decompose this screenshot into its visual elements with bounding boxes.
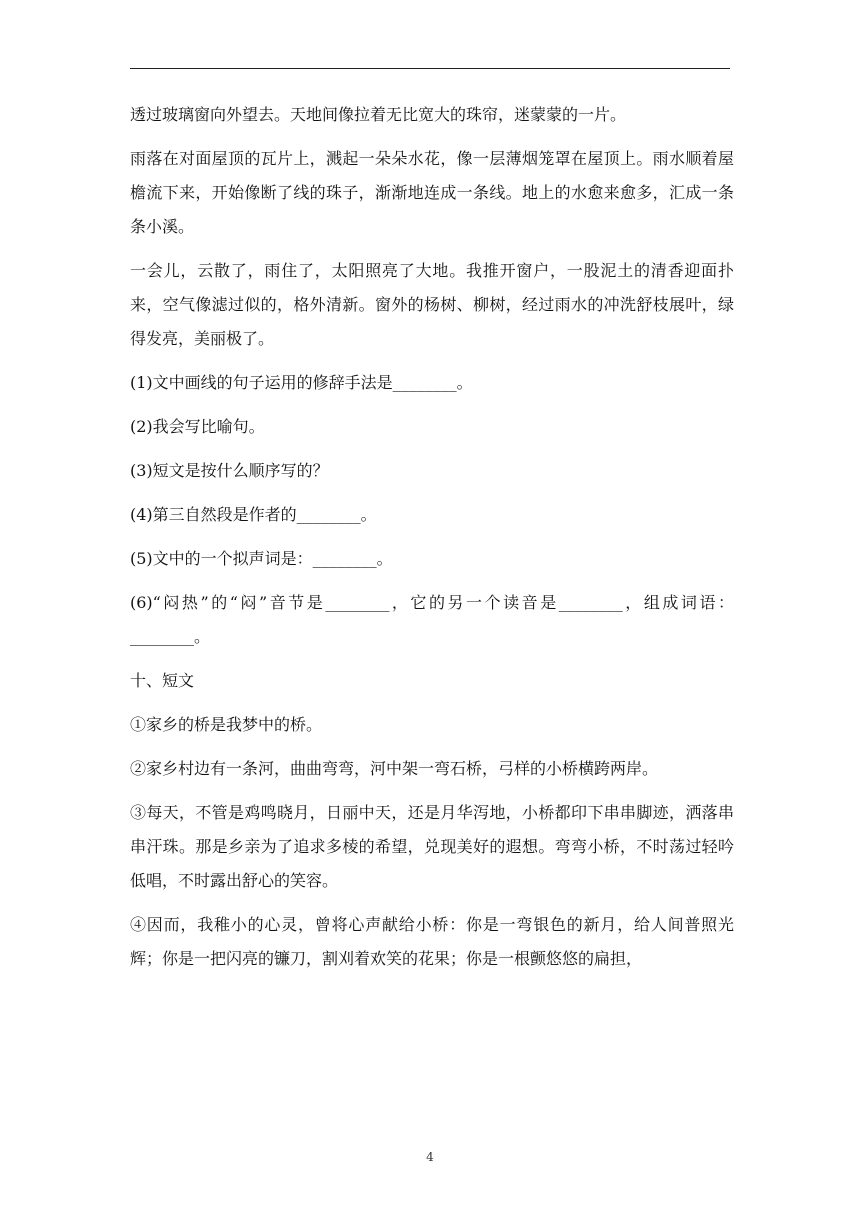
passage2-paragraph-2: ②家乡村边有一条河，曲曲弯弯，河中架一弯石桥，弓样的小桥横跨两岸。 — [130, 759, 659, 778]
passage2-paragraph-3: ③每天，不管是鸡鸣晓月，日丽中天，还是月华泻地，小桥都印下串串脚迹，洒落串串汗珠。那是乡亲为了追求多棱的希望，兑现美好的遐想。弯弯小桥，不时荡过轻吟低唱，不时露出舒心的笑容。 — [130, 803, 734, 890]
section-title: 十、短文 — [130, 671, 195, 690]
passage1-paragraph-3: 一会儿，云散了，雨住了，太阳照亮了大地。我推开窗户，一股泥土的清香迎面扑来，空气像滤过似的，格外清新。窗外的杨树、柳树，经过雨水的冲洗舒枝展叶，绿得发亮，美丽极了。 — [130, 261, 734, 348]
passage1-paragraph-1: 透过玻璃窗向外望去。天地间像拉着无比宽大的珠帘，迷蒙蒙的一片。 — [130, 105, 627, 124]
passage2-paragraph-1: ①家乡的桥是我梦中的桥。 — [130, 715, 323, 734]
document-body — [130, 98, 734, 986]
passage1-paragraph-2: 雨落在对面屋顶的瓦片上，溅起一朵朵水花，像一层薄烟笼罩在屋顶上。雨水顺着屋檐流下来，开始像断了线的珠子，渐渐地连成一条线。地上的水愈来愈多，汇成一条条小溪。 — [130, 149, 734, 236]
header-rule — [130, 68, 730, 69]
question-3: (3)短文是按什么顺序写的？ — [130, 461, 329, 480]
page-number: 4 — [426, 1150, 434, 1164]
question-4: (4)第三自然段是作者的________。 — [130, 505, 377, 524]
question-5: (5)文中的一个拟声词是：________。 — [130, 549, 393, 568]
question-6: (6)“闷热”的“闷”音节是________，它的另一个读音是________，组成词语：________。 — [130, 593, 734, 646]
question-2: (2)我会写比喻句。 — [130, 417, 265, 436]
passage2-paragraph-4: ④因而，我稚小的心灵，曾将心声献给小桥：你是一弯银色的新月，给人间普照光辉；你是一把闪亮的镰刀，割刈着欢笑的花果；你是一根颤悠悠的扁担， — [130, 915, 734, 968]
question-1: (1)文中画线的句子运用的修辞手法是________。 — [130, 373, 473, 392]
